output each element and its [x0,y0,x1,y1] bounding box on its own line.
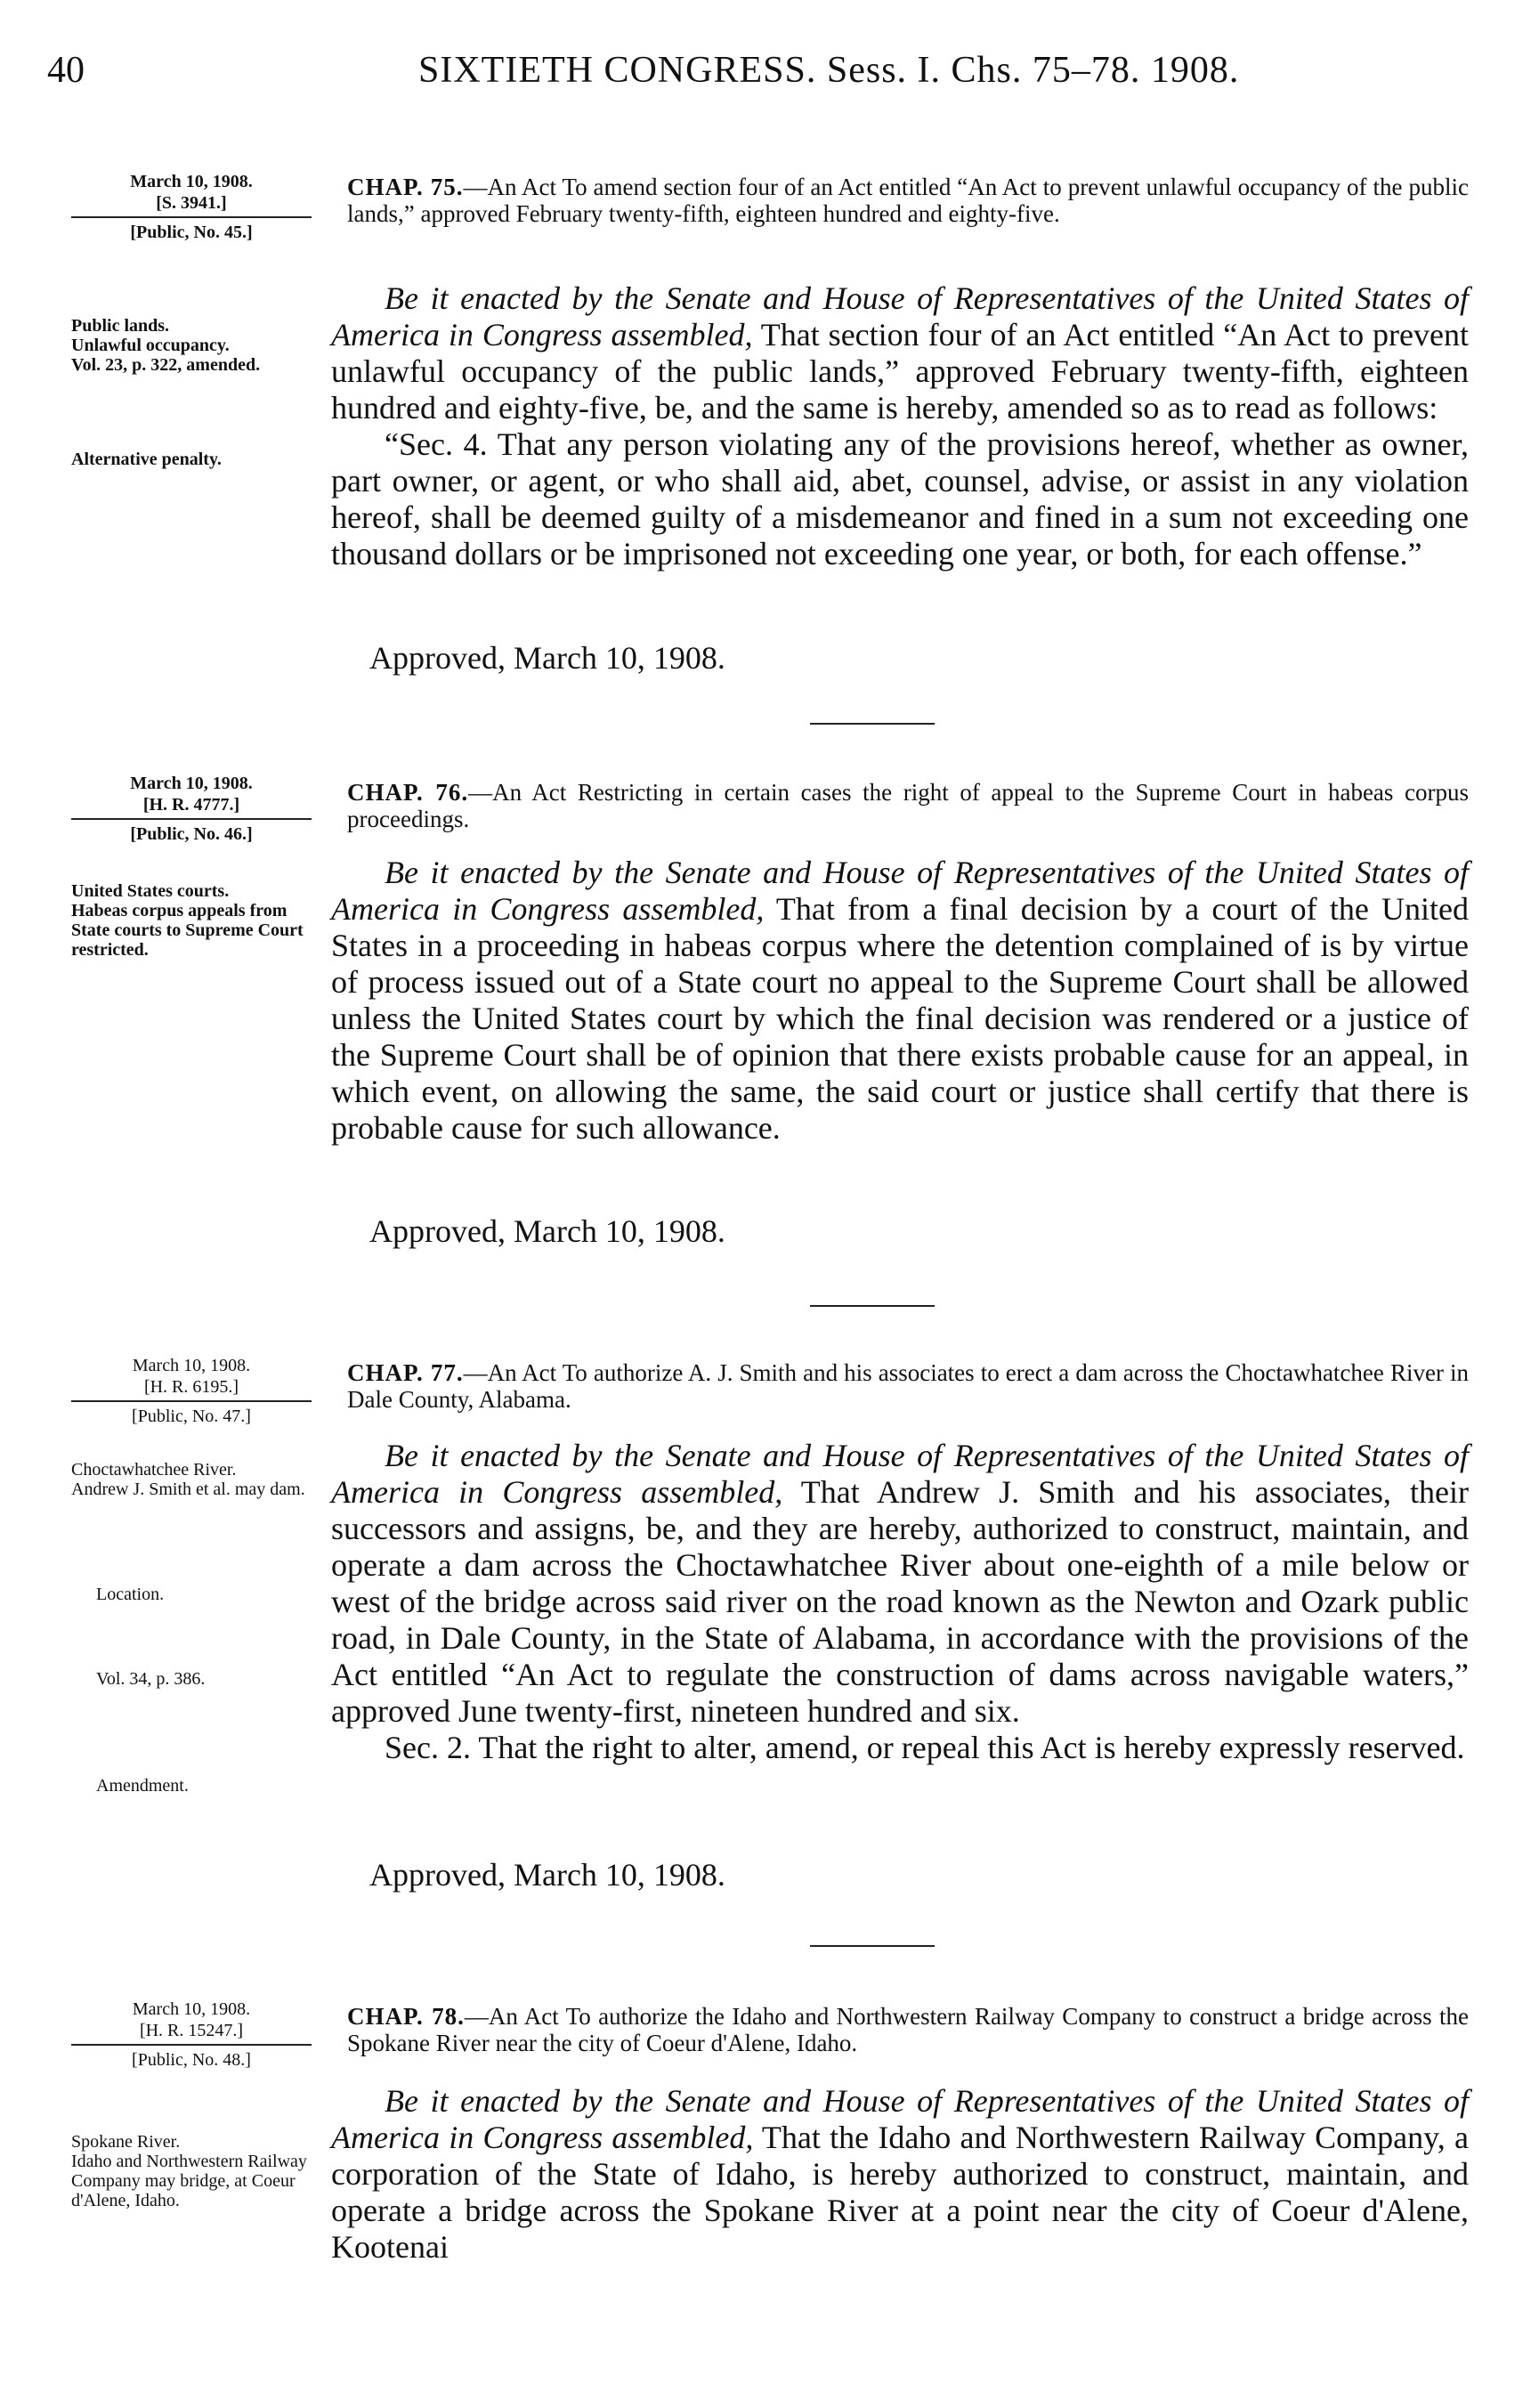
enacting-clause: Be it enacted by the Senate and House of Representatives of the United States of America in Congress assembled, [331,280,1469,353]
act-date: March 10, 1908. [130,172,253,191]
chapter-title-text: —An Act To authorize A. J. Smith and his associates to erect a dam across the Choctawhatchee River in Dale County, Alabama. [347,1359,1469,1413]
act-date: March 10, 1908. [132,1999,251,2019]
margin-note: Vol. 34, p. 386. [96,1669,206,1689]
chapter-body [331,280,1469,572]
chapter-title [347,779,1469,832]
approval-date: Approved, March 10, 1908. [369,1857,725,1893]
enacting-paragraph [331,2083,1469,2266]
chapter-sidenote [71,773,338,845]
approval-date: Approved, March 10, 1908. [369,640,725,676]
section-separator [810,1945,935,1947]
chapter-sidenote [71,1355,338,1427]
divider [71,2044,312,2046]
public-law-number: [Public, No. 46.] [130,824,253,844]
chapter-body [331,855,1469,1147]
margin-note: Location. [96,1585,165,1604]
chapter-sidenote [71,171,338,243]
divider [71,818,312,820]
chapter-body [331,2083,1469,2266]
chapter-title-text: —An Act To authorize the Idaho and Northwestern Railway Company to construct a bridge across the Spokane River near the city of Coeur d'Alene, Idaho. [347,2003,1469,2056]
section-text: That section four of an Act entitled “An Act to prevent unlawful occupancy of the public lands,” approved February twenty-fifth, eighteen hundred and eighty-five, be, and the same is hereby, amended so as to read as follows: [331,317,1469,426]
bill-number: [H. R. 4777.] [142,795,240,815]
chapter-label: CHAP. 76. [347,779,469,806]
bill-number: [S. 3941.] [156,193,227,213]
margin-note: United States courts. Habeas corpus appeals from State courts to Supreme Court restricted. [71,881,304,960]
enacting-clause: Be it enacted by the Senate and House of Representatives of the United States of America in Congress assembled, [331,2083,1469,2155]
bill-number: [H. R. 6195.] [143,1377,239,1397]
approval-date: Approved, March 10, 1908. [369,1213,725,1249]
section-separator [810,723,935,725]
public-law-number: [Public, No. 47.] [132,1407,251,1426]
page-number: 40 [47,50,85,91]
bill-number: [H. R. 15247.] [139,2021,244,2040]
chapter-title [347,2003,1469,2056]
chapter-body [331,1438,1469,1766]
section-text: That the Idaho and Northwestern Railway Company, a corporation of the State of Idaho, is hereby authorized to construct, maintain, and operate a bridge across the Spokane River at a point near the city of Coeur d'Alene, Kootenai [331,2120,1469,2265]
enacting-paragraph [331,1438,1469,1730]
margin-note: Choctawhatchee River. Andrew J. Smith et al. may dam. [71,1460,305,1499]
divider [71,1400,312,1402]
enacting-paragraph [331,280,1469,426]
running-head: SIXTIETH CONGRESS. Sess. I. Chs. 75–78. 1908. [418,50,1240,91]
public-law-number: [Public, No. 48.] [132,2050,251,2070]
section-text: That from a final decision by a court of the United States in a proceeding in habeas corpus where the detention complained of is by virtue of process issued out of a State court no appeal to the Supreme Court shall be allowed unless the United States court by which the final decision was rendered or a justice of the Supreme Court shall be of opinion that there exists probable cause for an appeal, in which event, on allowing the same, the said court or justice shall certify that there is probable cause for such allowance. [331,891,1470,1146]
section-text: That Andrew J. Smith and his associates, their successors and assigns, be, and they are hereby, authorized to construct, maintain, and operate a dam across the Choctawhatchee River about one-eighth of a mile below or west of the bridge across said river on the road known as the Newton and Ozark public road, in Dale County, in the State of Alabama, in accordance with the provisions of the Act entitled “An Act to regulate the construction of dams across navigable waters,” approved June twenty-first, nineteen hundred and six. [331,1474,1469,1729]
page-header [0,49,1539,102]
enacting-paragraph [331,855,1469,1147]
section-separator [810,1305,935,1307]
chapter-label: CHAP. 75. [347,174,464,200]
act-date: March 10, 1908. [132,1356,251,1375]
chapter-title-text: —An Act To amend section four of an Act entitled “An Act to prevent unlawful occupancy of the public lands,” approved February twenty-fifth, eighteen hundred and eighty-five. [347,174,1469,227]
chapter-sidenote [71,1999,338,2071]
act-date: March 10, 1908. [130,774,253,793]
margin-note: Alternative penalty. [71,450,222,469]
margin-note: Spokane River. Idaho and Northwestern Railway Company may bridge, at Coeur d'Alene, Idaho. [71,2132,307,2210]
enacting-clause: Be it enacted by the Senate and House of Representatives of the United States of America in Congress assembled, [331,1438,1469,1510]
section-paragraph: “Sec. 4. That any person violating any of the provisions hereof, whether as owner, part owner, or agent, or who shall aid, abet, counsel, advise, or assist in any violation hereof, shall be deemed guilty of a misdemeanor and fined in a sum not exceeding one thousand dollars or be imprisoned not exceeding one year, or both, for each offense.” [331,426,1469,572]
chapter-title [347,174,1469,227]
section-paragraph: Sec. 2. That the right to alter, amend, or repeal this Act is hereby expressly reserved. [385,1730,1465,1765]
chapter-label: CHAP. 77. [347,1359,464,1386]
margin-note: Public lands. Unlawful occupancy. Vol. 23, p. 322, amended. [71,316,261,375]
chapter-title-text: —An Act Restricting in certain cases the right of appeal to the Supreme Court in habeas corpus proceedings. [347,779,1470,832]
public-law-number: [Public, No. 45.] [130,223,253,242]
enacting-clause: Be it enacted by the Senate and House of Representatives of the United States of America in Congress assembled, [331,855,1469,927]
margin-note: Amendment. [96,1776,189,1796]
chapter-title [347,1359,1469,1413]
chapter-label: CHAP. 78. [347,2003,465,2030]
divider [71,216,312,218]
